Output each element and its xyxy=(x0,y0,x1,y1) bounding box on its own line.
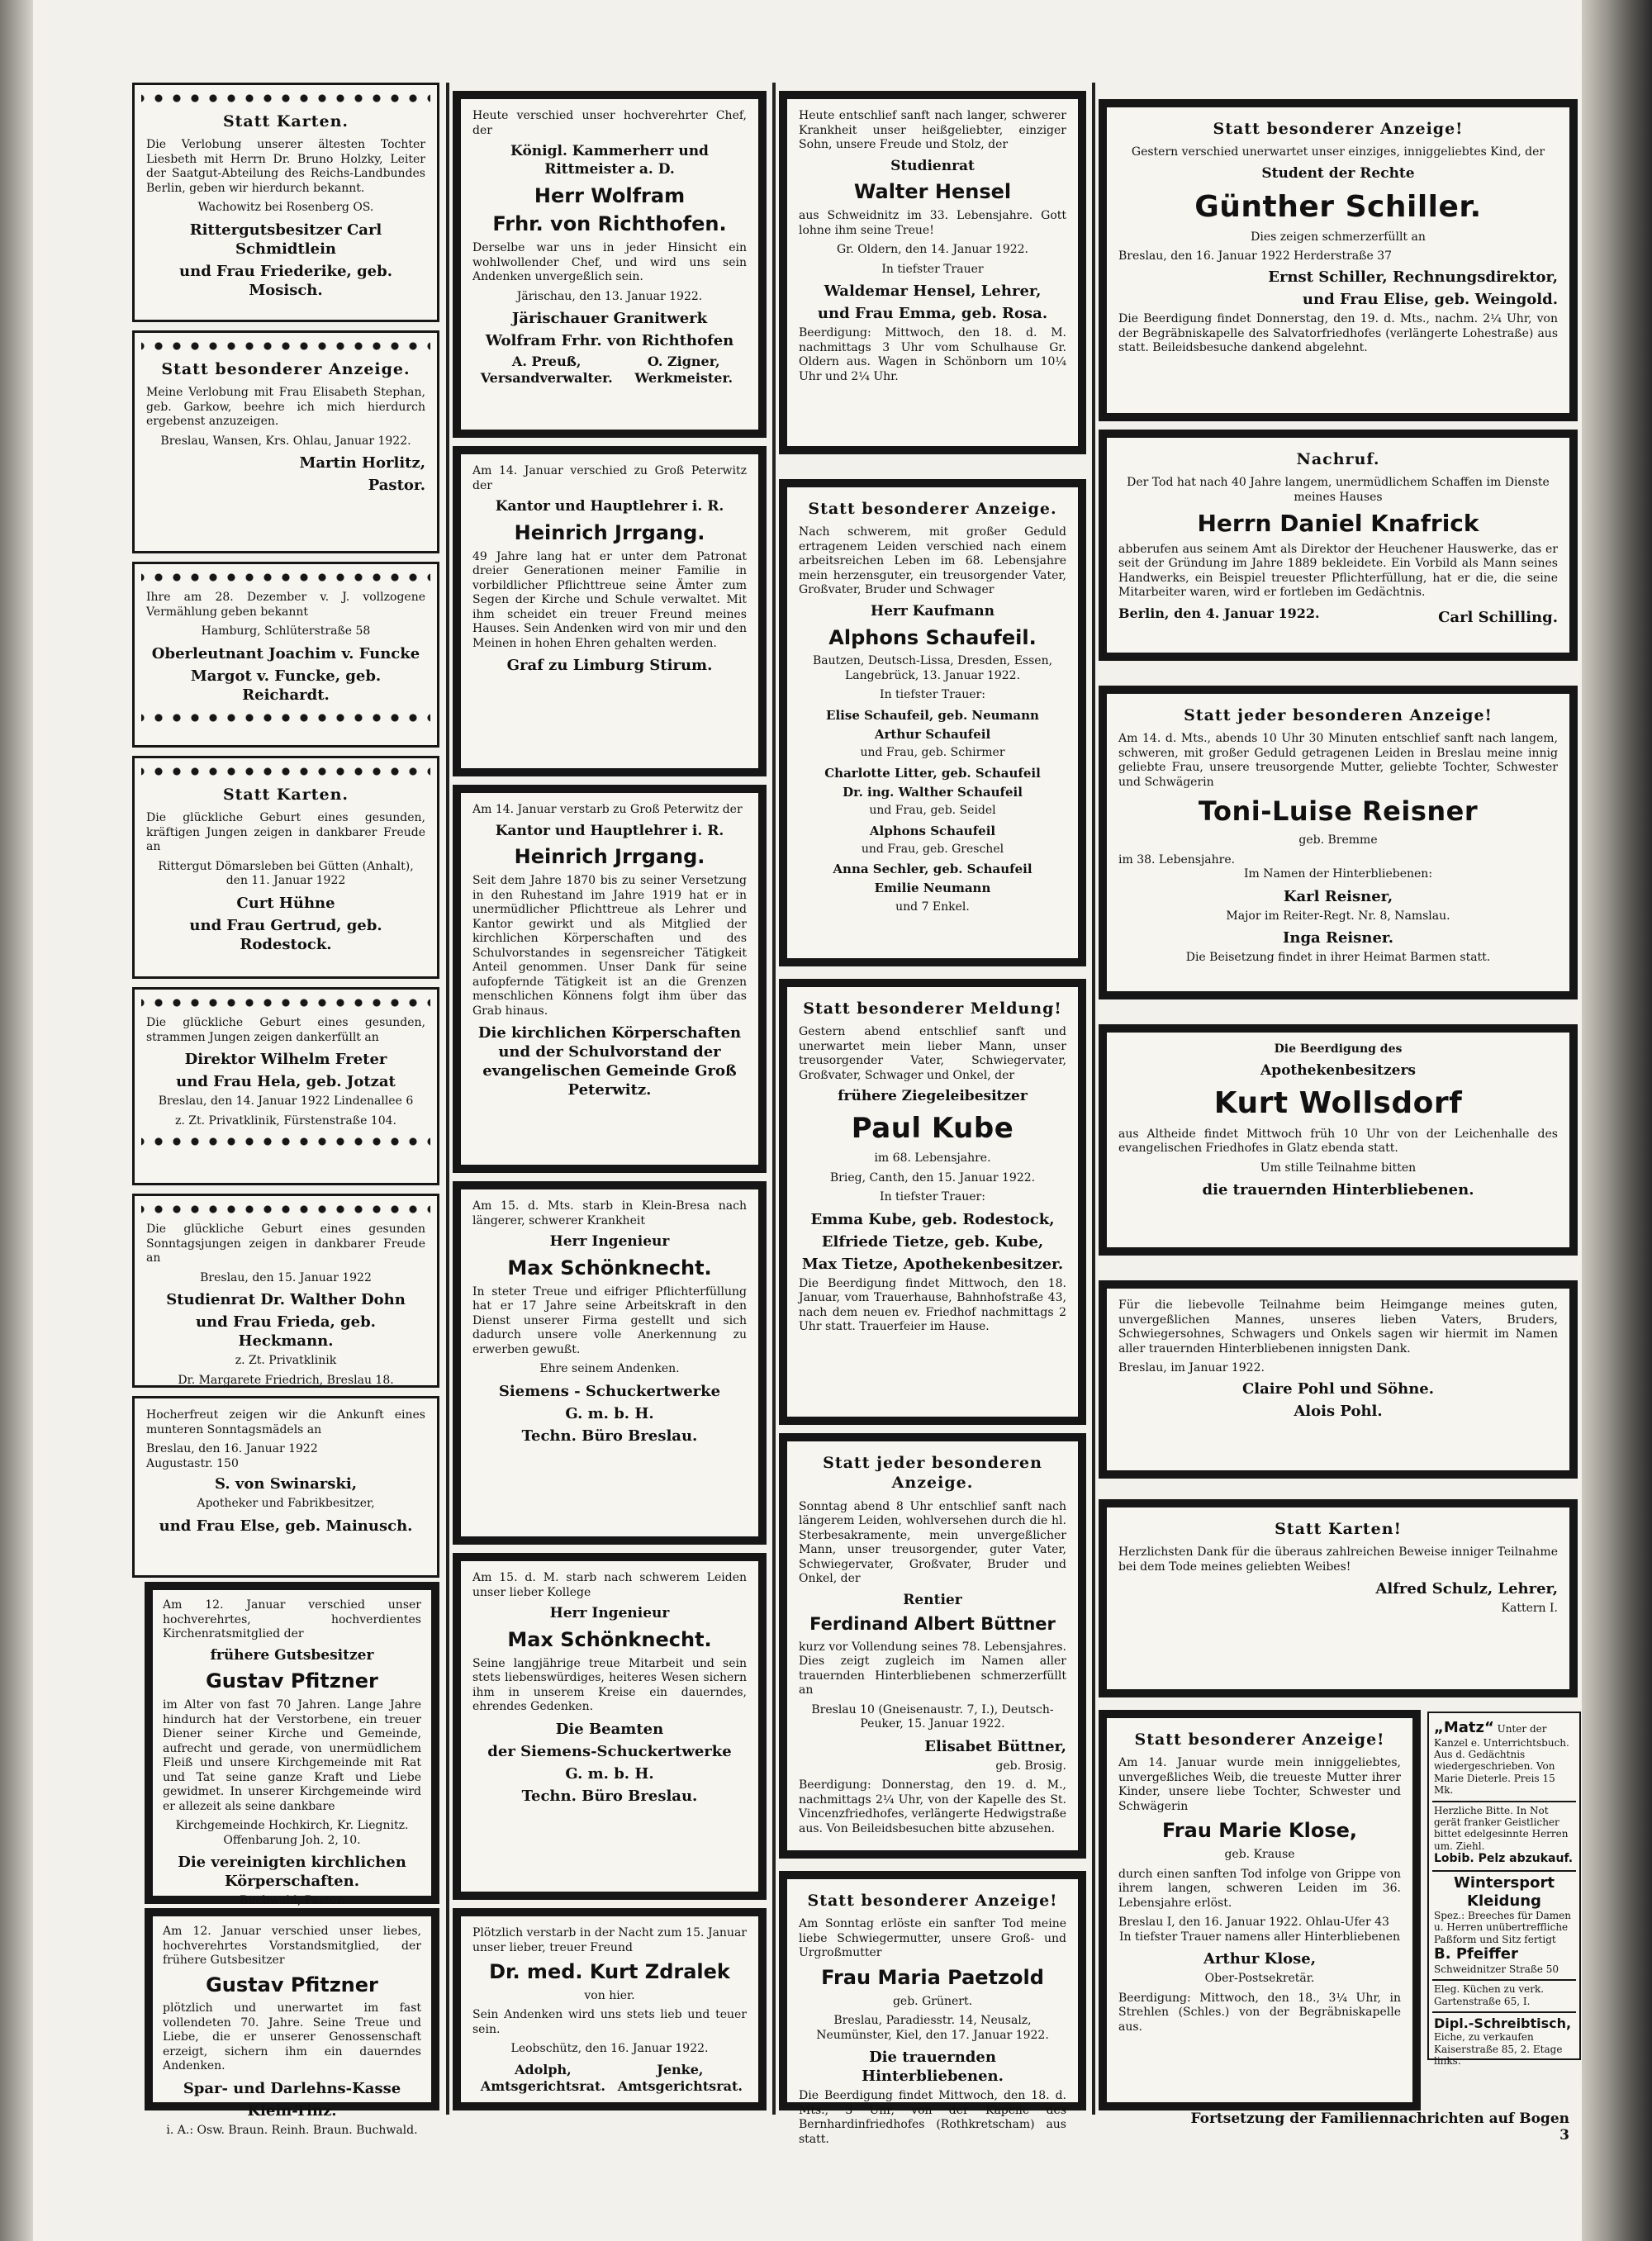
obituary-kube xyxy=(779,979,1086,1425)
mourner-name: Arthur Schaufeil xyxy=(874,727,991,743)
notice-heading: Statt Karten. xyxy=(222,112,349,131)
deceased-name: Günther Schiller. xyxy=(1194,189,1482,224)
notice-place-date: Kirchgemeinde Hochkirch, Kr. Liegnitz. Offenbarung Joh. 2, 10. xyxy=(175,1819,409,1847)
notice-signature: Jenke, Amtsgerichtsrat. xyxy=(617,2061,743,2094)
page-edge-left xyxy=(0,0,33,2241)
notice-heading: Nachruf. xyxy=(1296,450,1380,468)
notice-signature: Pastor. xyxy=(368,477,425,495)
notice-text: Meine Verlobung mit Frau Elisabeth Stephan, geb. Garkow, beehre ich mich hierdurch ergebenst anzuzeigen. xyxy=(146,386,425,429)
birth-notice-dohn xyxy=(132,1194,439,1388)
deceased-name: Toni-Luise Reisner xyxy=(1198,795,1479,828)
deceased-name: Max Schönknecht. xyxy=(507,1627,712,1651)
notice-text: Sonntag abend 8 Uhr entschlief sanft nach längerem Leiden, wohlversehen durch die hl. Sterbesakramente, mein unvergeßlicher Mann, unser treusorgender, guter Vater, Schwiegervater, Großvater, Bruder und Onkel, der xyxy=(799,1499,1066,1586)
classified-text: Eleg. Küchen zu verk. Gartenstraße 65, I. xyxy=(1434,1983,1545,2007)
classified-title: „Matz“ xyxy=(1434,1719,1494,1736)
notice-signature: i. A.: Osw. Braun. Reinh. Braun. Buchwald. xyxy=(166,2123,418,2137)
notice-text: plötzlich und unerwartet im fast vollendeten 70. Jahre. Seine Treue und Liebe, die er unserer Genossenschaft erzeigt, sichern ihm ein dauerndes Andenken. xyxy=(163,2001,421,2073)
notice-signature: und Frau Elise, geb. Weingold. xyxy=(1302,290,1558,308)
mourner-name: Charlotte Litter, geb. Schaufeil xyxy=(824,765,1041,781)
page-binding xyxy=(1582,0,1652,2241)
classified-text: Schweidnitzer Straße 50 xyxy=(1434,1963,1559,1975)
notice-signature: Karl Reisner, xyxy=(1283,887,1393,905)
obituary-jrrgang-church xyxy=(453,785,767,1173)
notice-text: In tiefster Trauer namens aller Hinterbliebenen xyxy=(1118,1930,1400,1944)
mourner-name: Anna Sechler, geb. Schaufeil xyxy=(833,862,1032,877)
deceased-name: Frau Marie Klose, xyxy=(1161,1819,1358,1843)
ornament-border xyxy=(141,1133,430,1150)
mourner-name: Dr. ing. Walther Schaufeil xyxy=(843,784,1023,800)
notice-place-date: Breslau, Wansen, Krs. Ohlau, Januar 1922. xyxy=(160,434,411,448)
notice-text: Heute entschlief sanft nach langer, schwerer Krankheit unser heißgeliebter, einziger Sohn, unsere Freude und Stolz, der xyxy=(799,109,1066,151)
notice-text: Für die liebevolle Teilnahme beim Heimgange meines guten, unvergeßlichen Mannes, unseres lieben Vaters, Bruders, Schwiegersohnes, Schwagers und Onkels sagen wir hiermit im Namen aller trauernden Hinterbliebenen innigsten Dank. xyxy=(1118,1299,1558,1356)
column-rule xyxy=(1092,83,1095,2115)
notice-signature: Claire Pohl und Söhne. xyxy=(1241,1379,1435,1398)
notice-place-date: Breslau, den 14. Januar 1922 Lindenallee 6 xyxy=(158,1094,414,1109)
notice-signature: Apotheker und Fabrikbesitzer, xyxy=(197,1497,375,1511)
deceased-title: Herr Ingenieur xyxy=(549,1233,670,1250)
notice-text: Sein Andenken wird uns stets lieb und teuer sein. xyxy=(472,2008,747,2036)
classified-ad-kitchen xyxy=(1432,1981,1576,2013)
mourner-name: Alphons Schaufeil xyxy=(869,823,996,838)
notice-text: im 38. Lebensjahre. xyxy=(1118,852,1236,866)
notice-heading: Statt Karten. xyxy=(222,786,349,804)
notice-signature: und Frau Friederike, geb. Mosisch. xyxy=(179,262,392,299)
notice-place-date: Hamburg, Schlüterstraße 58 xyxy=(201,624,371,638)
notice-text: Die Verlobung unserer ältesten Tochter Liesbeth mit Herrn Dr. Bruno Holzky, Leiter der Saatgut-Abteilung des Reichs-Landbundes Berlin, geben wir hierdurch bekannt. xyxy=(146,138,425,195)
notice-text: Ehre seinem Andenken. xyxy=(539,1362,680,1376)
notice-signature: Klein-Tinz. xyxy=(247,2101,337,2120)
notice-text: aus Altheide findet Mittwoch früh 10 Uhr von der Leichenhalle des evangelischen Friedhofes in Glatz ebenda statt. xyxy=(1118,1127,1558,1156)
notice-text: Heute verschied unser hochverehrter Chef, der xyxy=(472,109,747,137)
notice-signature: Spar- und Darlehns-Kasse xyxy=(183,2079,401,2097)
memorial-knafrick xyxy=(1099,430,1578,661)
notice-text: Plötzlich verstarb in der Nacht zum 15. Januar unser lieber, treuer Freund xyxy=(472,1926,747,1954)
notice-signature: Kattern I. xyxy=(1501,1602,1558,1616)
ornament-border xyxy=(141,763,430,780)
notice-heading: Statt jeder besonderen Anzeige. xyxy=(823,1454,1042,1493)
notice-signature: O. Zigner, Werkmeister. xyxy=(634,354,733,387)
notice-place-date: Brieg, Canth, den 15. Januar 1922. xyxy=(829,1170,1036,1185)
obituary-schoenknecht-colleagues xyxy=(453,1553,767,1900)
notice-text: Am 14. Januar verstarb zu Groß Peterwitz der xyxy=(472,803,743,816)
notice-signature: S. von Swinarski, xyxy=(215,1475,357,1493)
notice-text: im 68. Lebensjahre. xyxy=(874,1151,991,1166)
notice-signature: Die Beamten xyxy=(555,1720,664,1738)
deceased-title: frühere Gutsbesitzer xyxy=(210,1646,374,1664)
notice-text: Gestern abend entschlief sanft und unerwartet mein lieber Mann, unser treusorgender Vater, Schwiegervater, Großvater, Schwager und Onkel, der xyxy=(799,1025,1066,1082)
deceased-name: Frau Maria Paetzold xyxy=(821,1965,1044,1989)
notice-text: Am 14. d. Mts., abends 10 Uhr 30 Minuten entschlief sanft nach langem, schweren, mit großer Geduld getragenen Leiden in Breslau meine innig geliebte Frau, unsere treusorgende Mutter, geliebte Tochter, Schwester und Schwägerin xyxy=(1118,732,1558,789)
birth-notice-freter xyxy=(132,987,439,1185)
obituary-pfitzner-church xyxy=(145,1582,439,1908)
notice-text: Am 15. d. M. starb nach schwerem Leiden unser lieber Kollege xyxy=(472,1571,747,1599)
mourner-name: und Frau, geb. Schirmer xyxy=(860,746,1005,760)
notice-signature: Buchwald, Pastor. xyxy=(240,1894,344,1908)
deceased-title: frühere Ziegeleibesitzer xyxy=(838,1088,1028,1105)
notice-signature: Oberleutnant Joachim v. Funcke xyxy=(151,644,420,662)
obituary-buettner xyxy=(779,1433,1086,1859)
notice-place-date: Breslau, den 15. Januar 1922 xyxy=(200,1270,372,1284)
notice-signature-row xyxy=(472,354,747,387)
deceased-name: Kurt Wollsdorf xyxy=(1213,1086,1463,1121)
notice-text: Um stille Teilnahme bitten xyxy=(1260,1161,1417,1175)
notice-text: Die glückliche Geburt eines gesunden, strammen Jungen zeigen dankerfüllt an xyxy=(146,1016,425,1044)
notice-place-date: Breslau 10 (Gneisenaustr. 7, I.), Deutsch-Peuker, 15. Januar 1922. xyxy=(811,1702,1054,1731)
notice-signature: und Frau Else, geb. Mainusch. xyxy=(159,1517,413,1535)
notice-text: Am Sonntag erlöste ein sanfter Tod meine liebe Schwiegermutter, unsere Groß- und Urgroßmutter xyxy=(799,1917,1066,1960)
notice-text: im Alter von fast 70 Jahren. Lange Jahre hindurch hat der Verstorbene, ein treuer Diener seiner Kirche und Gemeinde, aufrecht und gerade, von unermüdlichem Fleiß und unsere Kirchgemeinde mit Rat und Tat seine ganze Kraft und Liebe gewidmet. In unserer Kirchgemeinde wird er allezeit als seine dankbare xyxy=(163,1698,421,1813)
deceased-name: Heinrich Jrrgang. xyxy=(514,520,705,544)
column-rule xyxy=(772,83,776,2115)
thanks-notice-pohl xyxy=(1099,1280,1578,1479)
obituary-klose xyxy=(1099,1710,1421,2110)
notice-text: geb. Krause xyxy=(1224,1848,1295,1862)
notice-signature: Ernst Schiller, Rechnungsdirektor, xyxy=(1268,268,1558,286)
notice-place-date: Breslau, den 16. Januar 1922 xyxy=(146,1442,318,1455)
notice-place-date: Augustastr. 150 xyxy=(146,1456,239,1470)
notice-heading: Statt besonderer Anzeige! xyxy=(1134,1731,1385,1749)
classified-ad-wintersport xyxy=(1432,1872,1576,1981)
birth-notice-swinarski xyxy=(132,1396,439,1578)
notice-place-date: Berlin, den 4. Januar 1922. xyxy=(1118,605,1320,621)
notice-signature: Rittergutsbesitzer Carl Schmidtlein xyxy=(189,221,382,258)
obituary-schaufeil xyxy=(779,479,1086,966)
notice-heading: Statt besonderer Anzeige. xyxy=(161,360,411,378)
notice-place-date: Breslau I, den 16. Januar 1922. Ohlau-Ufer 43 xyxy=(1118,1916,1389,1930)
notice-signature: und Frau Hela, geb. Jotzat xyxy=(176,1073,396,1091)
notice-signature: Curt Hühne xyxy=(236,894,335,912)
notice-note: Die Beisetzung findet in ihrer Heimat Barmen statt. xyxy=(1185,951,1491,965)
deceased-name: Herrn Daniel Knafrick xyxy=(1197,510,1479,538)
ornament-border xyxy=(141,90,430,107)
notice-text: Dies zeigen schmerzerfüllt an xyxy=(1251,230,1426,244)
notice-heading: Statt jeder besonderen Anzeige! xyxy=(1184,706,1493,724)
notice-signature: geb. Brosig. xyxy=(995,1759,1066,1773)
obituary-hensel xyxy=(779,91,1086,454)
classified-title: B. Pfeiffer xyxy=(1434,1945,1518,1963)
obituary-pfitzner-bank xyxy=(145,1908,439,2137)
notice-signature: Techn. Büro Breslau. xyxy=(521,1427,698,1445)
notice-note: Beerdigung: Donnerstag, den 19. d. M., nachmittags 2¼ Uhr, von der Kapelle des St. Vincenzfriedhofes, verlängerte Hedwigstraße aus. Von Beileidsbesuchen bitte abzusehen. xyxy=(799,1778,1066,1835)
notice-text: Seit dem Jahre 1870 bis zu seiner Versetzung in den Ruhestand im Jahre 1919 hat er in unermüdlicher Pflichttreue als Lehrer und Kantor gewirkt und als Mitglied der kirchlichen Körperschaften und des Schulvorstandes in segensreicher Tätigkeit Anteil genommen. Unser Dank für seine aufopfernde Tätigkeit ist an die Grenzen menschlichen Könnens folgt ihm über das Grab hinaus. xyxy=(472,874,747,1018)
ornament-border xyxy=(141,569,430,586)
mourner-name: Max Tietze, Apothekenbesitzer. xyxy=(801,1255,1064,1273)
notice-text: 49 Jahre lang hat er unter dem Patronat dreier Generationen meiner Familie in vorbildlicher Pflichttreue seine Ämter zum Segen der Kirche und Schule verwaltet. Mit ihm scheidet ein treuer Freund meines Hauses. Sein Andenken wird von mir und den Meinen in hohen Ehren gehalten werden. xyxy=(472,549,747,650)
deceased-title: Student der Rechte xyxy=(1261,164,1415,182)
ornament-border xyxy=(141,338,430,354)
notice-note: Beerdigung: Mittwoch, den 18., 3¼ Uhr, in Strehlen (Schles.) von der Begräbniskapelle aus. xyxy=(1118,1991,1401,2034)
notice-signature: Alfred Schulz, Lehrer, xyxy=(1375,1580,1558,1598)
notice-place-date: Breslau, Paradiesstr. 14, Neusalz, Neumünster, Kiel, den 17. Januar 1922. xyxy=(816,2014,1049,2042)
deceased-title: Apothekenbesitzers xyxy=(1260,1061,1416,1079)
obituary-richthofen xyxy=(453,91,767,438)
notice-text: Gestern verschied unerwartet unser einziges, inniggeliebtes Kind, der xyxy=(1131,145,1545,159)
notice-note: z. Zt. Privatklinik xyxy=(235,1354,337,1368)
notice-signature: Techn. Büro Breslau. xyxy=(521,1787,698,1805)
notice-signature: Inga Reisner. xyxy=(1282,929,1394,947)
notice-place-date: Breslau, den 16. Januar 1922 Herderstraße 37 xyxy=(1118,249,1393,264)
notice-note: Beerdigung: Mittwoch, den 18. d. M. nachmittags 3 Uhr vom Schulhause Gr. Oldern aus. Wagen in Schönborn um 10¼ Uhr und 2¼ Uhr. xyxy=(799,326,1066,383)
deceased-name: Herr Wolfram xyxy=(534,183,686,207)
classified-text: Unter der Kanzel e. Unterrichtsbuch. Aus d. Gedächtnis wiedergeschrieben. Von Marie Dieterle. Preis 15 Mk. xyxy=(1434,1723,1569,1797)
notice-text: geb. Bremme xyxy=(1298,833,1378,847)
notice-text: Ihre am 28. Dezember v. J. vollzogene Vermählung geben bekannt xyxy=(146,591,425,619)
ornament-border xyxy=(141,710,430,726)
notice-signature: Carl Schilling. xyxy=(1438,608,1558,626)
notice-signature: Adolph, Amtsgerichtsrat. xyxy=(480,2061,605,2094)
obituary-reisner xyxy=(1099,686,1578,999)
column-rule xyxy=(446,83,449,2115)
notice-place-date: Wachowitz bei Rosenberg OS. xyxy=(197,201,374,215)
funeral-notice-wollsdorf xyxy=(1099,1024,1578,1256)
mourner-name: und Frau, geb. Greschel xyxy=(861,842,1004,856)
marriage-notice-funcke xyxy=(132,562,439,748)
deceased-title: Herr Kaufmann xyxy=(871,602,995,620)
notice-signature-row xyxy=(1118,605,1558,631)
notice-signature: Die vereinigten kirchlichen Körperschaften. xyxy=(178,1854,406,1891)
notice-note: Die Beerdigung findet Mittwoch, den 18. d. Mts., 3 Uhr, von der Kapelle des Bernhardinfriedhofes (Rothkretscham) aus statt. xyxy=(799,2089,1066,2146)
notice-place-date: Breslau, im Januar 1922. xyxy=(1118,1361,1265,1375)
notice-text: Die Beerdigung des xyxy=(1274,1042,1403,1056)
deceased-title: Rentier xyxy=(903,1591,962,1608)
mourner-name: und Frau, geb. Seidel xyxy=(869,804,996,818)
notice-text: abberufen aus seinem Amt als Direktor der Heuchener Hauswerke, das er seit der Gründung im Jahre 1889 bekleidete. Ein Vorbild als Mann seines Handwerks, ein Beispiel treuester Pflichterfüllung, hat er die, die seine Mitarbeiter waren, wird er fortleben im Gedächtnis. xyxy=(1118,542,1558,600)
notice-text: Seine langjährige treue Mitarbeit und sein stets liebenswürdiges, heiteres Wesen sichern ihm in unserem Kreise ein dauerndes, ehrendes Gedenken. xyxy=(472,1656,747,1714)
notice-signature: Studienrat Dr. Walther Dohn xyxy=(166,1291,406,1308)
classified-title: Wintersport Kleidung xyxy=(1454,1873,1555,1910)
notice-text: Am 12. Januar verschied unser liebes, hochverehrtes Vorstandsmitglied, der frühere Gutsbesitzer xyxy=(163,1925,421,1967)
notice-text: Am 14. Januar wurde mein inniggeliebtes, unvergeßliches Weib, die treueste Mutter ihrer Kinder, unsere liebe Tochter, Schwester und Schwägerin xyxy=(1118,1756,1401,1813)
notice-signature: Major im Reiter-Regt. Nr. 8, Namslau. xyxy=(1226,909,1450,923)
notice-note: z. Zt. Privatklinik, Fürstenstraße 104. xyxy=(175,1113,396,1128)
mourner-name: Elfriede Tietze, geb. Kube, xyxy=(821,1232,1044,1251)
mourner-name: Emilie Neumann xyxy=(874,881,991,896)
deceased-name: Alphons Schaufeil. xyxy=(828,625,1037,649)
ornament-border xyxy=(141,1201,430,1218)
notice-text: Die glückliche Geburt eines gesunden, kräftigen Jungen zeigen in dankbarer Freude an xyxy=(146,811,425,854)
notice-text: Im Namen der Hinterbliebenen: xyxy=(1243,867,1433,881)
notice-signature: Waldemar Hensel, Lehrer, xyxy=(824,282,1042,301)
deceased-title: Kantor und Hauptlehrer i. R. xyxy=(495,498,724,515)
notice-signature: G. m. b. H. xyxy=(565,1764,654,1783)
notice-signature: Ober-Postsekretär. xyxy=(1204,1972,1315,1986)
notice-signature: Die trauernden Hinterbliebenen. xyxy=(862,2049,1004,2086)
continuation-note: Fortsetzung der Familiennachrichten auf Bogen 3 xyxy=(1190,2110,1569,2144)
classified-text: Herzliche Bitte. In Not gerät franker Geistlicher bittet edelgesinnte Herren um. Ziehl. xyxy=(1434,1804,1569,1852)
notice-note: Die Beerdigung findet Mittwoch, den 18. Januar, vom Trauerhause, Bahnhofstraße 43, nach dem neuen ev. Friedhof nachmittags 2 Uhr statt. Trauerfeier im Hause. xyxy=(799,1276,1066,1334)
notice-signature: Siemens - Schuckertwerke xyxy=(498,1382,721,1400)
obituary-schoenknecht-firm xyxy=(453,1181,767,1545)
deceased-name: Walter Hensel xyxy=(853,180,1012,204)
notice-note: Die Beerdigung findet Donnerstag, den 19. d. Mts., nachm. 2¼ Uhr, von der Begräbniskapelle des Salvatorfriedhofes (verlängerte Lohestraße) aus statt. Beileidsbesuche dankend abgelehnt. xyxy=(1118,312,1558,355)
classified-text: Eiche, zu verkaufen Kaiserstraße 85, 2. Etage links. xyxy=(1434,2031,1563,2067)
notice-signature: und Frau Gertrud, geb. Rodestock. xyxy=(189,916,382,953)
classified-title: Dipl.-Schreibtisch, xyxy=(1434,2015,1572,2032)
obituary-schiller xyxy=(1099,99,1578,421)
notice-heading: Statt besonderer Anzeige! xyxy=(807,1892,1058,1910)
notice-signature: G. m. b. H. xyxy=(565,1404,654,1422)
deceased-name: Paul Kube xyxy=(851,1112,1014,1146)
obituary-paetzold xyxy=(779,1871,1086,2146)
notice-signature: Elisabet Büttner, xyxy=(924,1737,1066,1755)
notice-text: Herzlichsten Dank für die überaus zahlreichen Beweise inniger Teilnahme bei dem Tode meines geliebten Weibes! xyxy=(1118,1545,1558,1574)
obituary-zdralek xyxy=(453,1908,767,2110)
mourner-name: Elise Schaufeil, geb. Neumann xyxy=(826,707,1039,723)
deceased-name: Max Schönknecht. xyxy=(507,1256,712,1280)
engagement-notice-schmidtlein xyxy=(132,83,439,322)
notice-signature: Direktor Wilhelm Freter xyxy=(184,1051,387,1068)
notice-heading: Statt besonderer Meldung! xyxy=(803,999,1062,1018)
thanks-notice-schulz xyxy=(1099,1499,1578,1697)
notice-text: durch einen sanften Tod infolge von Grippe von ihrem langen, schweren Leiden im 36. Lebensjahre erlöst. xyxy=(1118,1867,1401,1910)
notice-signature: Martin Horlitz, xyxy=(299,454,425,472)
notice-signature: Margot v. Funcke, geb. Reichardt. xyxy=(190,667,382,704)
notice-signature: A. Preuß, Versandverwalter. xyxy=(480,354,613,387)
notice-place-date: Rittergut Dömarsleben bei Gütten (Anhalt), den 11. Januar 1922 xyxy=(158,859,414,888)
notice-signature: Alois Pohl. xyxy=(1294,1402,1383,1420)
notice-text: von hier. xyxy=(584,1988,635,2002)
notice-heading: Statt Karten! xyxy=(1275,1520,1402,1538)
classified-ad-book xyxy=(1432,1716,1576,1802)
classified-ad-fur xyxy=(1432,1802,1576,1872)
mourner-name: Emma Kube, geb. Rodestock, xyxy=(810,1210,1055,1228)
notice-note: Dr. Margarete Friedrich, Breslau 18. xyxy=(178,1373,394,1387)
birth-notice-huehne xyxy=(132,756,439,979)
obituary-jrrgang-family xyxy=(453,446,767,776)
notice-text: Derselbe war uns in jeder Hinsicht ein wohlwollender Chef, und wird uns sein Andenken unvergeßlich sein. xyxy=(472,241,747,284)
notice-signature: Wolfram Frhr. von Richthofen xyxy=(485,332,734,350)
notice-text: In tiefster Trauer xyxy=(881,262,984,276)
notice-signature: der Siemens-Schuckertwerke xyxy=(487,1742,732,1760)
notice-place-date: Gr. Oldern, den 14. Januar 1922. xyxy=(836,243,1029,257)
classified-ad-desk xyxy=(1432,2013,1576,2071)
notice-text: Hocherfreut zeigen wir die Ankunft eines munteren Sonntagsmädels an xyxy=(146,1408,425,1436)
notice-text: aus Schweidnitz im 33. Lebensjahre. Gott lohne ihm seine Treue! xyxy=(799,209,1066,237)
notice-place-date: Bautzen, Deutsch-Lissa, Dresden, Essen, Langebrück, 13. Januar 1922. xyxy=(812,654,1053,682)
deceased-title: Kantor und Hauptlehrer i. R. xyxy=(495,822,724,839)
classified-ads xyxy=(1427,1712,1581,2067)
notice-place-date: Järischau, den 13. Januar 1922. xyxy=(516,289,703,303)
notice-text: In tiefster Trauer: xyxy=(880,1190,985,1204)
engagement-notice-horlitz xyxy=(132,330,439,553)
ornament-border xyxy=(141,995,430,1011)
notice-signature: und Frau Frieda, geb. Heckmann. xyxy=(196,1313,376,1351)
notice-signature: Arthur Klose, xyxy=(1203,1950,1317,1968)
deceased-name: Heinrich Jrrgang. xyxy=(514,845,705,869)
deceased-title: Studienrat xyxy=(890,157,975,174)
deceased-title: Königl. Kammerherr und Rittmeister a. D. xyxy=(510,143,709,178)
notice-text: In steter Treue und eifriger Pflichterfüllung hat er 17 Jahre seine Arbeitskraft in den Dienst unserer Firma gestellt und sich dadurch unsere volle Anerkennung zu erwerben gewußt. xyxy=(472,1284,747,1356)
notice-heading: Statt besonderer Anzeige. xyxy=(808,500,1057,518)
mourner-name: und 7 Enkel. xyxy=(895,900,970,914)
deceased-title: Herr Ingenieur xyxy=(549,1605,670,1621)
notice-signature: und Frau Emma, geb. Rosa. xyxy=(817,305,1048,323)
classified-title: Lobib. Pelz abzukauf. xyxy=(1434,1852,1574,1866)
deceased-name: Ferdinand Albert Büttner xyxy=(809,1614,1056,1635)
notice-text: Am 12. Januar verschied unser hochverehrtes, hochverdientes Kirchenratsmitglied der xyxy=(163,1598,421,1640)
notice-text: Der Tod hat nach 40 Jahre langem, unermüdlichem Schaffen im Dienste meines Hauses xyxy=(1127,476,1550,504)
deceased-name: Gustav Pfitzner xyxy=(206,1973,378,1996)
deceased-name: Frhr. von Richthofen. xyxy=(492,212,727,236)
notice-text: Die glückliche Geburt eines gesunden Sonntagsjungen zeigen in dankbarer Freude an xyxy=(146,1223,425,1265)
notice-place-date: Leobschütz, den 16. Januar 1922. xyxy=(510,2042,709,2056)
deceased-name: Gustav Pfitzner xyxy=(206,1669,378,1693)
notice-signature: Järischauer Granitwerk xyxy=(511,310,708,328)
notice-signature-row xyxy=(472,2062,747,2095)
notice-text: geb. Grünert. xyxy=(892,1994,973,2008)
notice-heading: Statt besonderer Anzeige! xyxy=(1213,120,1464,138)
notice-signature: Die kirchlichen Körperschaften und der Schulvorstand der evangelischen Gemeinde Groß Peterwitz. xyxy=(477,1024,742,1099)
classified-text: Spez.: Breeches für Damen u. Herren unübertreffliche Paßform und Sitz fertigt xyxy=(1434,1910,1571,1945)
notice-text: kurz vor Vollendung seines 78. Lebensjahres. Dies zeigt zugleich im Namen aller trauernden Hinterbliebenen schmerzerfüllt an xyxy=(799,1640,1066,1697)
notice-text: In tiefster Trauer: xyxy=(880,688,985,702)
notice-text: Am 14. Januar verschied zu Groß Peterwitz der xyxy=(472,464,747,492)
notice-signature: die trauernden Hinterbliebenen. xyxy=(1202,1181,1474,1199)
deceased-name: Dr. med. Kurt Zdralek xyxy=(489,1960,730,1983)
notice-text: Nach schwerem, mit großer Geduld ertragenem Leiden verschied nach einem arbeitsreichen Leben im 68. Lebensjahre mein herzensguter, ein treusorgender Vater, Großvater, Bruder und Schwager xyxy=(799,525,1066,597)
notice-signature: Graf zu Limburg Stirum. xyxy=(506,657,713,675)
notice-text: Am 15. d. Mts. starb in Klein-Bresa nach längerer, schwerer Krankheit xyxy=(472,1199,747,1227)
